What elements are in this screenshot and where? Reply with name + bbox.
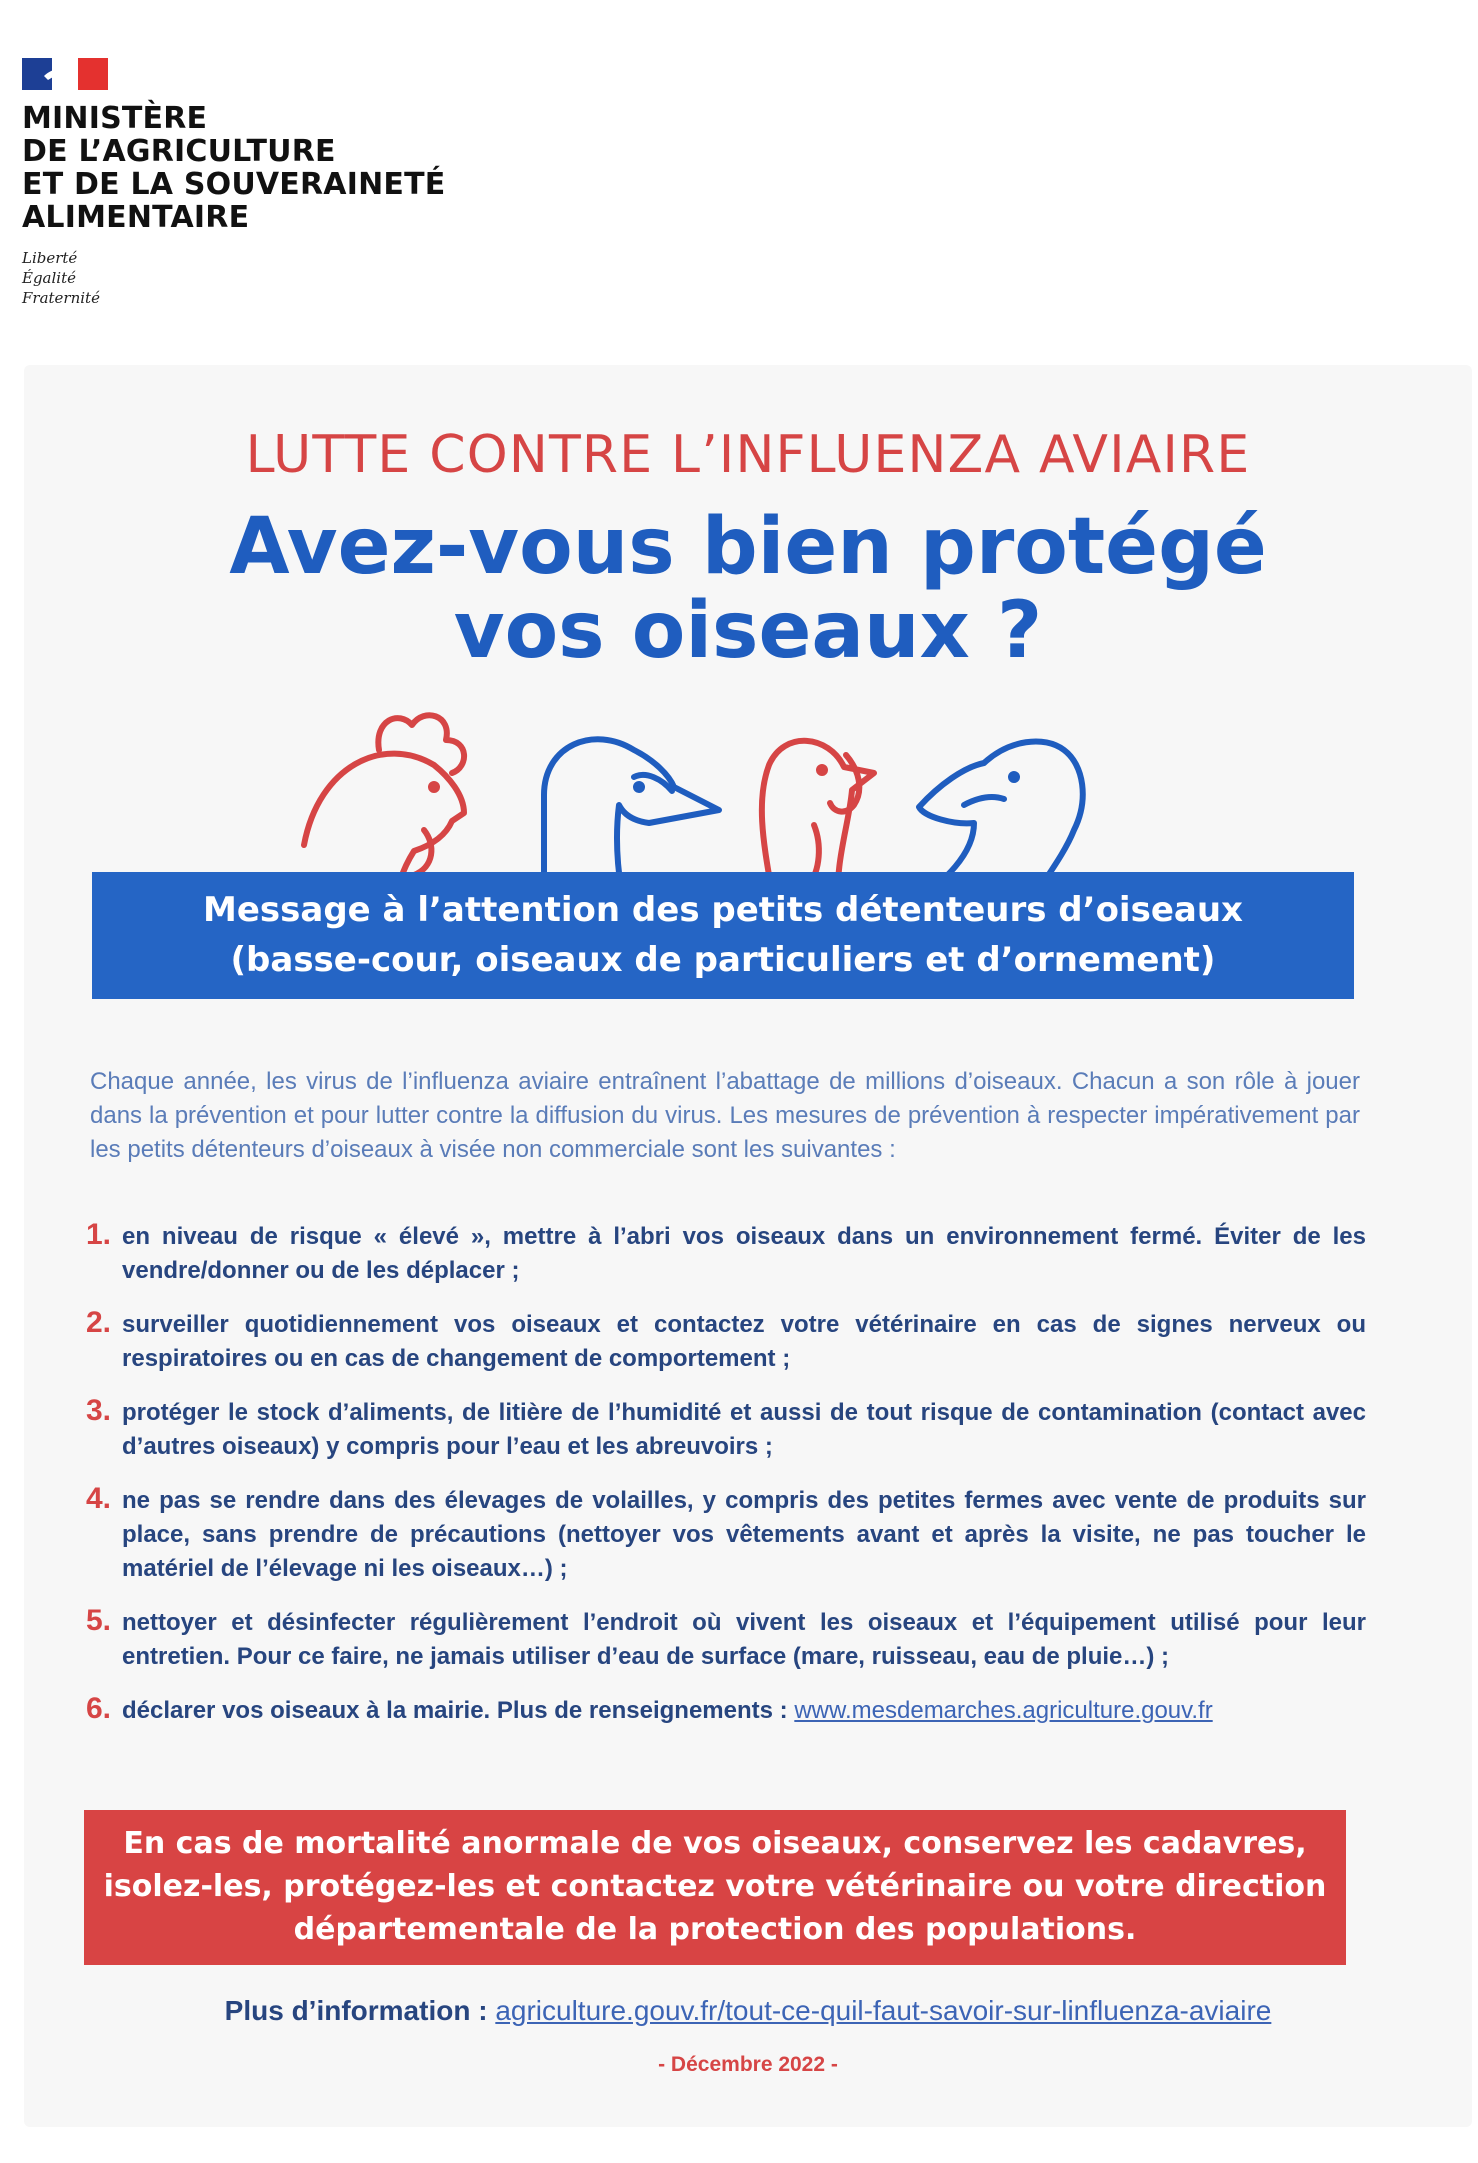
- measure-item: [86, 1396, 1366, 1464]
- measure-number: 4.: [86, 1482, 112, 1515]
- french-flag-logo: [22, 58, 108, 90]
- motto-line: Liberté: [22, 249, 78, 267]
- ministry-line: MINISTÈRE: [22, 101, 208, 136]
- measure-item: [86, 1308, 1366, 1376]
- banner-line: (basse-cour, oiseaux de particuliers et d’ornement): [230, 940, 1216, 980]
- title-line: Avez-vous bien protégé: [229, 502, 1267, 592]
- ministry-header: [22, 58, 482, 308]
- measure-item: [86, 1694, 1366, 1728]
- measure-item: [86, 1484, 1366, 1586]
- mesdemarches-link[interactable]: www.mesdemarches.agriculture.gouv.fr: [794, 1697, 1213, 1724]
- alert-line: départementale de la protection des populations.: [293, 1912, 1137, 1947]
- measure-text: en niveau de risque « élevé », mettre à l’abri vos oiseaux dans un environnement fermé. Éviter de les vendre/donner ou de les déplacer ;: [122, 1223, 1366, 1284]
- poster-title: [24, 502, 1472, 676]
- measure-number: 1.: [86, 1218, 112, 1251]
- poster-kicker: LUTTE CONTRE L’INFLUENZA AVIAIRE: [245, 425, 1251, 485]
- publication-date: - Décembre 2022 -: [658, 2053, 838, 2076]
- measure-number: 3.: [86, 1394, 112, 1427]
- alert-line: isolez-les, protégez-les et contactez votre vétérinaire ou votre direction: [103, 1869, 1327, 1904]
- motto-line: Égalité: [22, 269, 76, 287]
- measure-text: ne pas se rendre dans des élevages de volailles, y compris des petites fermes avec vente de produits sur place, sans prendre de précautions (nettoyer vos vêtements avant et après la visite, ne pas toucher le matériel de l’élevage ni les oiseaux…) ;: [122, 1487, 1366, 1582]
- title-line: vos oiseaux ?: [453, 586, 1043, 676]
- measure-item: [86, 1606, 1366, 1674]
- measure-text: protéger le stock d’aliments, de litière de l’humidité et aussi de tout risque de contamination (contact avec d’autres oiseaux) y compris pour l’eau et les abreuvoirs ;: [122, 1399, 1366, 1460]
- prevention-measures-list: [86, 1220, 1366, 1748]
- motto-line: Fraternité: [22, 289, 100, 307]
- measure-number: 6.: [86, 1692, 112, 1725]
- mortality-alert-box: [84, 1810, 1346, 1965]
- measure-text: nettoyer et désinfecter régulièrement l’endroit où vivent les oiseaux et l’équipement utilisé pour leur entretien. Pour ce faire, ne jamais utiliser d’eau de surface (mare, ruisseau, eau de pluie…) ;: [122, 1609, 1366, 1670]
- ministry-name: [22, 102, 482, 234]
- ministry-line: ALIMENTAIRE: [22, 200, 250, 235]
- measure-text: surveiller quotidiennement vos oiseaux et contactez votre vétérinaire en cas de signes nerveux ou respiratoires ou en cas de changement de comportement ;: [122, 1311, 1366, 1372]
- measure-text: déclarer vos oiseaux à la mairie. Plus de renseignements :: [122, 1697, 788, 1724]
- measure-item: [86, 1220, 1366, 1288]
- more-info-label: Plus d’information :: [224, 1995, 488, 2026]
- motto: [22, 248, 482, 308]
- intro-paragraph: Chaque année, les virus de l’influenza aviaire entraînent l’abattage de millions d’oiseaux. Chacun a son rôle à jouer dans la prévention et pour lutter contre la diffusion du virus. Les mesures de prévention à respecter impérativement par les petits détenteurs d’oiseaux à visée non commerciale sont les suivantes :: [90, 1068, 1360, 1163]
- ministry-line: ET DE LA SOUVERAINETÉ: [22, 167, 446, 202]
- more-information: [24, 1995, 1472, 2027]
- target-audience-banner: [92, 872, 1354, 999]
- alert-line: En cas de mortalité anormale de vos oiseaux, conservez les cadavres,: [123, 1826, 1307, 1861]
- measure-number: 5.: [86, 1604, 112, 1637]
- banner-line: Message à l’attention des petits détenteurs d’oiseaux: [203, 890, 1243, 930]
- more-info-link[interactable]: agriculture.gouv.fr/tout-ce-quil-faut-savoir-sur-linfluenza-aviaire: [495, 1995, 1272, 2026]
- ministry-line: DE L’AGRICULTURE: [22, 134, 336, 169]
- poster-card: [24, 365, 1472, 2127]
- measure-number: 2.: [86, 1306, 112, 1339]
